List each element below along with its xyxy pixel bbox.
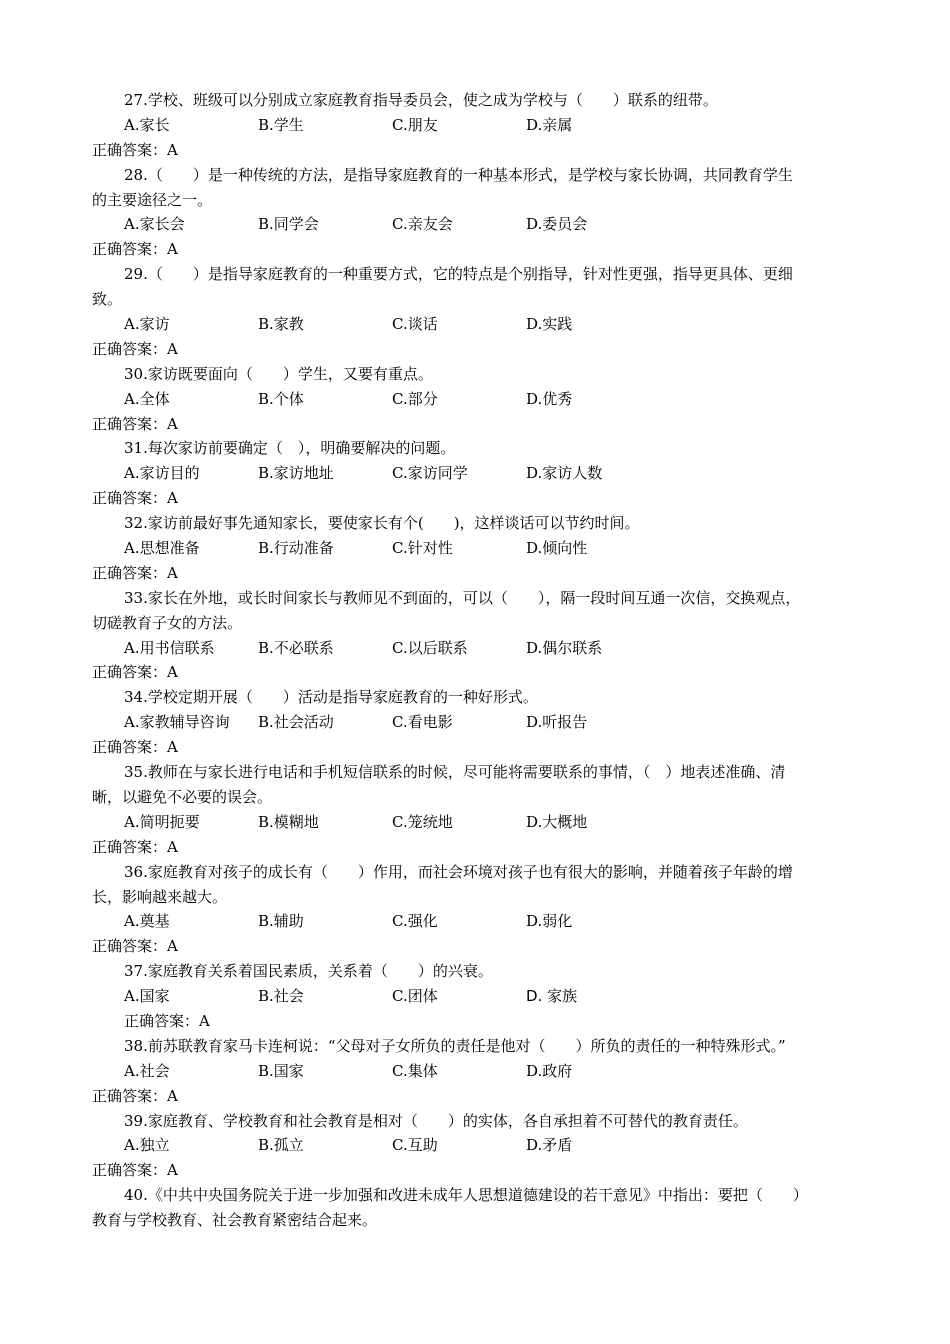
option-a: A.家访 (124, 315, 170, 334)
option-b: B.家教 (258, 315, 304, 334)
option-a: A.国家 (124, 987, 170, 1006)
answer-line: 正确答案：A (92, 489, 178, 508)
option-c: C.笼统地 (392, 812, 453, 831)
option-b: B.个体 (258, 389, 304, 408)
option-row (92, 1133, 862, 1158)
option-a: A.社会 (124, 1061, 170, 1080)
option-c: C.团体 (392, 987, 438, 1006)
answer-line: 正确答案：A (92, 663, 178, 682)
option-b: B.行动准备 (258, 539, 334, 558)
answer-line: 正确答案：A (92, 1086, 178, 1105)
question-stem: 32.家访前最好事先通知家长，要使家长有个( )，这样谈话可以节约时间。 (124, 514, 640, 533)
option-row (92, 984, 862, 1009)
option-b: B.家访地址 (258, 464, 334, 483)
option-b: B.同学会 (258, 215, 319, 234)
option-a: A.简明扼要 (124, 812, 200, 831)
option-b: B.国家 (258, 1061, 304, 1080)
question-stem-continued: 晰，以避免不必要的误会。 (92, 787, 273, 806)
option-row (92, 636, 862, 661)
option-c: C.以后联系 (392, 638, 468, 657)
question-stem-continued: 的主要途径之一。 (92, 190, 213, 209)
answer-line: 正确答案：A (124, 1011, 210, 1030)
question-stem: 36.家庭教育对孩子的成长有（ ）作用，而社会环境对孩子也有很大的影响，并随着孩子年龄的增 (124, 862, 793, 881)
option-row (92, 212, 862, 237)
option-c: C.看电影 (392, 713, 453, 732)
question-stem-continued: 致。 (92, 290, 123, 309)
answer-line: 正确答案：A (92, 339, 178, 358)
option-row (92, 1059, 862, 1084)
question-stem: 28.（ ）是一种传统的方法，是指导家庭教育的一种基本形式，是学校与家长协调，共同教育学生 (124, 165, 793, 184)
question-stem: 37.家庭教育关系着国民素质，关系着（ ）的兴衰。 (124, 962, 493, 981)
option-row (92, 710, 862, 735)
question-stem: 34.学校定期开展（ ）活动是指导家庭教育的一种好形式。 (124, 688, 538, 707)
option-b: B.社会 (258, 987, 304, 1006)
answer-line: 正确答案：A (92, 563, 178, 582)
option-b: B.孤立 (258, 1136, 304, 1155)
option-c: C.强化 (392, 912, 438, 931)
answer-line: 正确答案：A (92, 414, 178, 433)
option-c: C.集体 (392, 1061, 438, 1080)
option-d: D.政府 (526, 1061, 573, 1080)
option-row (92, 536, 862, 561)
option-c: C.家访同学 (392, 464, 468, 483)
option-d: D.优秀 (526, 389, 573, 408)
option-a: A.全体 (124, 389, 170, 408)
question-stem: 38.前苏联教育家马卡连柯说：“父母对子女所负的责任是他对（ ）所负的责任的一种特殊形式。” (124, 1036, 786, 1055)
option-c: C.部分 (392, 389, 438, 408)
option-d: D.家访人数 (526, 464, 603, 483)
option-row (92, 909, 862, 934)
question-stem: 31.每次家访前要确定（ ），明确要解决的问题。 (124, 439, 456, 458)
option-d: D.实践 (526, 315, 573, 334)
option-row (92, 461, 862, 486)
answer-line: 正确答案：A (92, 837, 178, 856)
option-d: D.倾向性 (526, 539, 588, 558)
answer-line: 正确答案：A (92, 738, 178, 757)
option-c: C.针对性 (392, 539, 453, 558)
answer-line: 正确答案：A (92, 140, 178, 159)
option-d: D.矛盾 (526, 1136, 573, 1155)
question-stem-continued: 教育与学校教育、社会教育紧密结合起来。 (92, 1211, 378, 1230)
option-c: C.亲友会 (392, 215, 453, 234)
option-c: C.朋友 (392, 115, 438, 134)
answer-line: 正确答案：A (92, 1161, 178, 1180)
question-stem: 40.《中共中央国务院关于进一步加强和改进未成年人思想道德建设的若干意见》中指出：要把（ ） (124, 1186, 808, 1205)
option-a: A.家长会 (124, 215, 185, 234)
option-a: A.奠基 (124, 912, 170, 931)
answer-line: 正确答案：A (92, 937, 178, 956)
option-d: D.大概地 (526, 812, 588, 831)
option-row (92, 810, 862, 835)
question-stem: 33.家长在外地，或长时间家长与教师见不到面的，可以（ ），隔一段时间互通一次信，交换观点， (124, 588, 801, 607)
option-b: B.辅助 (258, 912, 304, 931)
option-d: D.弱化 (526, 912, 573, 931)
option-d: D.委员会 (526, 215, 588, 234)
question-stem: 29.（ ）是指导家庭教育的一种重要方式，它的特点是个别指导，针对性更强，指导更具体、更细 (124, 265, 793, 284)
option-a: A.家长 (124, 115, 170, 134)
option-b: B.不必联系 (258, 638, 334, 657)
option-a: A.家教辅导咨询 (124, 713, 230, 732)
question-stem-continued: 切磋教育子女的方法。 (92, 613, 243, 632)
option-b: B.学生 (258, 115, 304, 134)
option-a: A.用书信联系 (124, 638, 215, 657)
option-a: A.家访目的 (124, 464, 200, 483)
option-d: D. 家族 (526, 987, 578, 1006)
option-b: B.社会活动 (258, 713, 334, 732)
option-c: C.互助 (392, 1136, 438, 1155)
option-d: D.偶尔联系 (526, 638, 603, 657)
question-list (92, 88, 862, 1233)
option-d: D.听报告 (526, 713, 588, 732)
question-stem: 30.家访既要面向（ ）学生，又要有重点。 (124, 364, 433, 383)
question-stem: 27.学校、班级可以分别成立家庭教育指导委员会，使之成为学校与（ ）联系的纽带。 (124, 91, 718, 109)
option-c: C.谈话 (392, 315, 438, 334)
question-stem-continued: 长，影响越来越大。 (92, 887, 228, 906)
option-b: B.模糊地 (258, 812, 319, 831)
question-stem: 39.家庭教育、学校教育和社会教育是相对（ ）的实体，各自承担着不可替代的教育责任。 (124, 1111, 748, 1130)
answer-line: 正确答案：A (92, 240, 178, 259)
option-d: D.亲属 (526, 115, 573, 134)
option-row (92, 312, 862, 337)
option-row (92, 113, 862, 138)
option-a: A.思想准备 (124, 539, 200, 558)
option-row (92, 387, 862, 412)
option-a: A.独立 (124, 1136, 170, 1155)
question-stem: 35.教师在与家长进行电话和手机短信联系的时候，尽可能将需要联系的事情，（ ）地表述准确、清 (124, 763, 786, 782)
